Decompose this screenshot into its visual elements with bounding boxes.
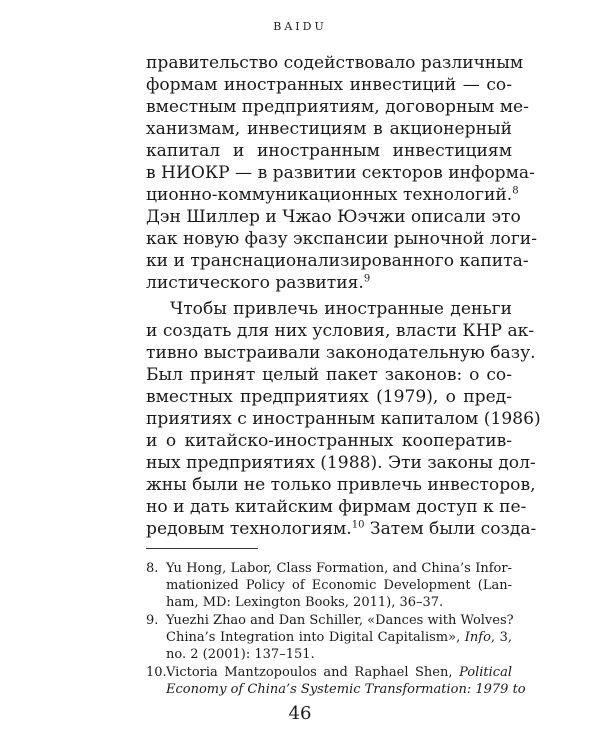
- footnote-ref: 8: [512, 185, 519, 197]
- text-line: ных предприятиях (1988). Эти законы дол-: [146, 453, 536, 473]
- text-line: Был принят целый пакет законов: о со-: [146, 365, 512, 385]
- text-line: и создать для них условия, власти КНР ак-: [146, 321, 535, 341]
- book-page: BAIDU правительство содействовало различным формам иностранных инвестиций — со- вместным предприятиям, договорным ме- ханизмам, инвестициям в акционерный капитал и иностранным инвестициям в НИОКР — в развитии секторов информа- ционно-коммуникационных технологий.$^8$ Дэн Шиллер и Чжао Юэчжи описали это как новую фазу экспансии рыночной логи- ки и транснационализированного капита- листического развития.$^9$ Чтобы привлечь иностранные деньги и создать для них условия, власти КНР ак- тивно выстраивали законодательную базу. Был принят целый пакет законов: о со- вместных предприятиях (1979), о пред- приятиях с иностранным капиталом (1986) и о китайско-иностранных кооператив- ных предприятиях (1988). Эти законы дол- жны были не только привлечь инвесторов, но и дать китайским фирмам доступ к пе- редовым технологиям.$^{10}$ Затем были созда- 8. Yu Hong, Labor, Class Formation, and China’s Infor- mationized Policy of Economic Development (Lan- ham, MD: Lexington Books, 2011), 36–37. 9. Yuezhi Zhao and Dan Schiller, «Dances with Wolves? China’s Integration into Digital Capitalism», Info, 3, no. 2 (2001): 137–151. 10. Victoria Mantzopoulos and Raphael Shen, Political Economy of China’s Systemic Transformation: 1979 to 46: [0, 0, 600, 750]
- running-header: BAIDU: [273, 20, 327, 33]
- text-line: приятиях с иностранным капиталом (1986): [146, 409, 541, 429]
- text-line: жны были не только привлечь инвесторов,: [146, 475, 536, 495]
- text-line: тивно выстраивали законодательную базу.: [146, 343, 536, 363]
- text-line: ционно-коммуникационных технологий.$^8$: [146, 185, 519, 205]
- page-number: 46: [288, 703, 312, 724]
- text-line: в НИОКР — в развитии секторов информа-: [146, 163, 535, 183]
- text-line: капитал и иностранным инвестициям: [146, 141, 512, 161]
- text-line: Дэн Шиллер и Чжао Юэчжи описали это: [146, 207, 521, 227]
- text-line: вместным предприятиям, договорным ме-: [146, 97, 529, 117]
- text-line: Чтобы привлечь иностранные деньги: [170, 299, 512, 319]
- text-line: но и дать китайским фирмам доступ к пе-: [146, 497, 527, 517]
- text-line: ки и транснационализированного капита-: [146, 251, 529, 271]
- text-line: правительство содействовало различным: [146, 53, 524, 73]
- text-line: редовым технологиям.$^{10}$ Затем были созда-: [146, 519, 537, 539]
- text-line: ханизмам, инвестициям в акционерный: [146, 119, 512, 139]
- text-line: вместных предприятиях (1979), о пред-: [146, 387, 512, 407]
- text-line: листического развития.$^9$: [146, 273, 371, 293]
- text-line: формам иностранных инвестиций — со-: [146, 75, 512, 95]
- text-line: как новую фазу экспансии рыночной логи-: [146, 229, 537, 249]
- footnote-ref: 10: [351, 519, 365, 531]
- text-line: и о китайско-иностранных кооператив-: [146, 431, 512, 451]
- footnote-ref: 9: [363, 273, 371, 285]
- footnote-divider: [146, 548, 258, 549]
